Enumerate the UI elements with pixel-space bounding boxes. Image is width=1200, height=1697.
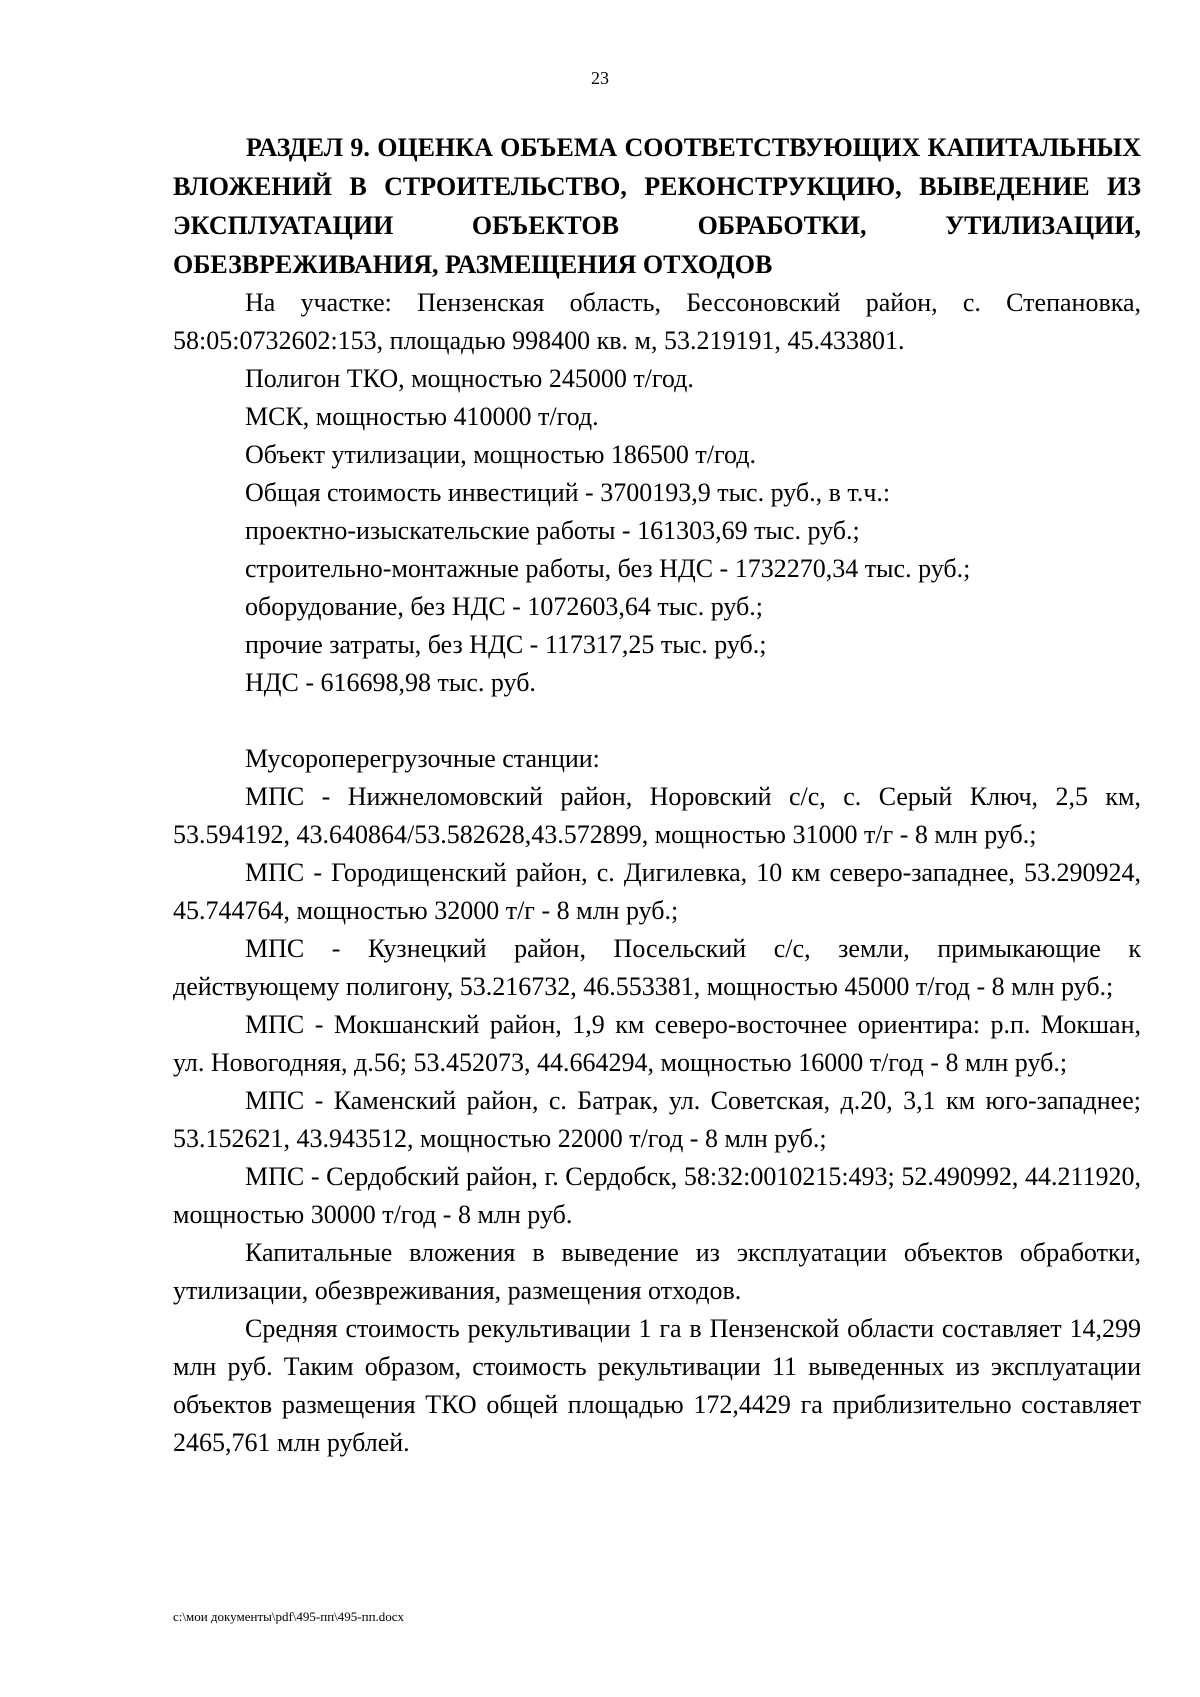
transfer-station-item: МПС - Нижнеломовский район, Норовский с/с, с. Серый Ключ, 2,5 км, 53.594192, 43.640864/53.582628,43.572899, мощностью 31000 т/г - 8 млн руб.; [173, 782, 1141, 849]
blank-line [173, 702, 1141, 740]
transfer-stations-heading: Мусороперегрузочные станции: [245, 744, 600, 773]
investment-line: оборудование, без НДС - 1072603,64 тыс. руб.; [245, 592, 763, 621]
footer-file-path: c:\мои документы\pdf\495-пп\495-пп.docx [173, 1609, 405, 1624]
transfer-station-item: МПС - Сердобский район, г. Сердобск, 58:32:0010215:493; 52.490992, 44.211920, мощностью 30000 т/год - 8 млн руб. [173, 1162, 1141, 1229]
facility-line: Объект утилизации, мощностью 186500 т/год. [245, 440, 757, 469]
investment-line: проектно-изыскательские работы - 161303,69 тыс. руб.; [245, 516, 860, 545]
investment-line: строительно-монтажные работы, без НДС - 1732270,34 тыс. руб.; [245, 554, 971, 583]
investment-line: Общая стоимость инвестиций - 3700193,9 тыс. руб., в т.ч.: [245, 478, 891, 507]
section-heading: РАЗДЕЛ 9. ОЦЕНКА ОБЪЕМА СООТВЕТСТВУЮЩИХ КАПИТАЛЬНЫХ ВЛОЖЕНИЙ В СТРОИТЕЛЬСТВО, РЕКОНСТРУКЦИЮ, ВЫВЕДЕНИЕ ИЗ ЭКСПЛУАТАЦИИ ОБЪЕКТОВ ОБРАБОТКИ, УТИЛИЗАЦИИ, ОБЕЗВРЕЖИВАНИЯ, РАЗМЕЩЕНИЯ ОТХОДОВ [173, 133, 1141, 279]
transfer-station-item: МПС - Мокшанский район, 1,9 км северо-восточнее ориентира: р.п. Мокшан, ул. Новогодняя, д.56; 53.452073, 44.664294, мощностью 16000 т/год - 8 млн руб.; [173, 1010, 1141, 1077]
site-paragraph: На участке: Пензенская область, Бессоновский район, с. Степановка, 58:05:0732602:153, площадью 998400 кв. м, 53.219191, 45.433801. [173, 288, 1141, 355]
transfer-station-item: МПС - Городищенский район, с. Дигилевка, 10 км северо-западнее, 53.290924, 45.744764, мощностью 32000 т/г - 8 млн руб.; [173, 858, 1141, 925]
reclamation-cost-paragraph: Средняя стоимость рекультивации 1 га в Пензенской области составляет 14,299 млн руб. Таким образом, стоимость рекультивации 11 выведенных из эксплуатации объектов размещения ТКО общей площадью 172,4429 га приблизительно составляет 2465,761 млн рублей. [173, 1314, 1141, 1457]
transfer-station-item: МПС - Кузнецкий район, Посельский с/с, земли, примыкающие к действующему полигону, 53.216732, 46.553381, мощностью 45000 т/год - 8 млн руб.; [173, 934, 1141, 1001]
decommissioning-paragraph: Капитальные вложения в выведение из эксплуатации объектов обработки, утилизации, обезвреживания, размещения отходов. [173, 1238, 1141, 1305]
investment-line: прочие затраты, без НДС - 117317,25 тыс. руб.; [245, 630, 767, 659]
document-body [173, 128, 1141, 1462]
transfer-station-item: МПС - Каменский район, с. Батрак, ул. Советская, д.20, 3,1 км юго-западнее; 53.152621, 43.943512, мощностью 22000 т/год - 8 млн руб.; [173, 1086, 1141, 1153]
investment-line: НДС - 616698,98 тыс. руб. [245, 668, 536, 697]
facility-line: Полигон ТКО, мощностью 245000 т/год. [245, 364, 694, 393]
facility-line: МСК, мощностью 410000 т/год. [245, 402, 599, 431]
page-number: 23 [591, 68, 609, 88]
